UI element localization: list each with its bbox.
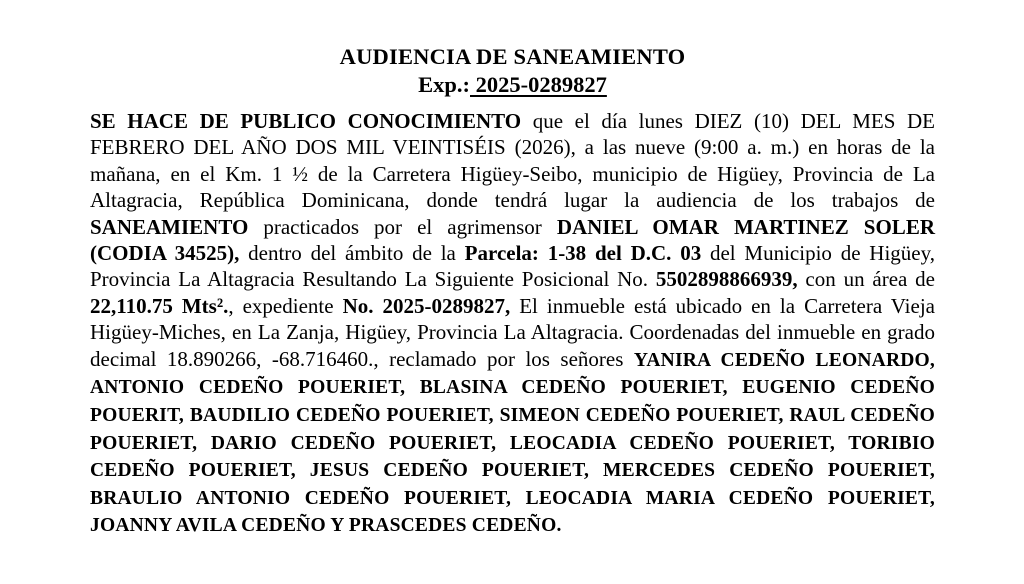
expediente-label: Exp.:	[418, 71, 470, 97]
document-title: AUDIENCIA DE SANEAMIENTO	[339, 44, 686, 69]
expediente-intro: , expediente	[228, 293, 343, 318]
property-location-text: El inmueble está ubicado en la Carretera Vieja Higüey-Miches, en La Zanja, Higüey, Provincia La Altagracia. Coordenadas del inmueble en grado decimal 18.890266, -68.716460., reclamado por los señores	[90, 293, 935, 371]
expediente-ref: No. 2025-0289827,	[342, 293, 511, 318]
area-intro: con un área de	[797, 267, 935, 292]
surveyor-intro: practicados por el agrimensor	[248, 214, 557, 239]
notice-body-paragraph	[90, 108, 935, 539]
parcel-intro: dentro del ámbito de la	[239, 241, 465, 266]
parcel-ref: Parcela: 1-38 del D.C. 03	[464, 241, 702, 266]
surveyor-name: DANIEL OMAR MARTINEZ SOLER (CODIA 34525),	[90, 214, 935, 266]
municipality-text: del Municipio de Higüey, Provincia La Altagracia Resultando La Siguiente Posicional No.	[90, 241, 936, 292]
area-value: 22,110.75 Mts².	[90, 293, 229, 318]
expediente-line	[90, 72, 935, 98]
opening-phrase: SE HACE DE PUBLICO CONOCIMIENTO	[90, 108, 522, 133]
expediente-number: 2025-0289827	[470, 71, 607, 97]
announcement-text: que el día lunes DIEZ (10) DEL MES DE FEBRERO DEL AÑO DOS MIL VEINTISÉIS (2026), a las nueve (9:00 a. m.) en horas de la mañana, en el Km. 1 ½ de la Carretera Higüey-Seibo, municipio de Higüey, Provincia de La Altagracia, República Dominicana, donde tendrá lugar la audiencia de los trabajos de	[90, 108, 935, 213]
saneamiento-term: SANEAMIENTO	[90, 214, 249, 239]
posicional-number: 5502898866939,	[655, 267, 798, 292]
claimants-names: YANIRA CEDEÑO LEONARDO, ANTONIO CEDEÑO POUERIET, BLASINA CEDEÑO POUERIET, EUGENIO CEDEÑO POUERIT, BAUDILIO CEDEÑO POUERIET, SIMEON CEDEÑO POUERIET, RAUL CEDEÑO POUERIET, DARIO CEDEÑO POUERIET, LEOCADIA CEDEÑO POUERIET, TORIBIO CEDEÑO POUERIET, JESUS CEDEÑO POUERIET, MERCEDES CEDEÑO POUERIET, BRAULIO ANTONIO CEDEÑO POUERIET, LEOCADIA MARIA CEDEÑO POUERIET, JOANNY AVILA CEDEÑO Y PRASCEDES CEDEÑO.	[90, 349, 935, 537]
